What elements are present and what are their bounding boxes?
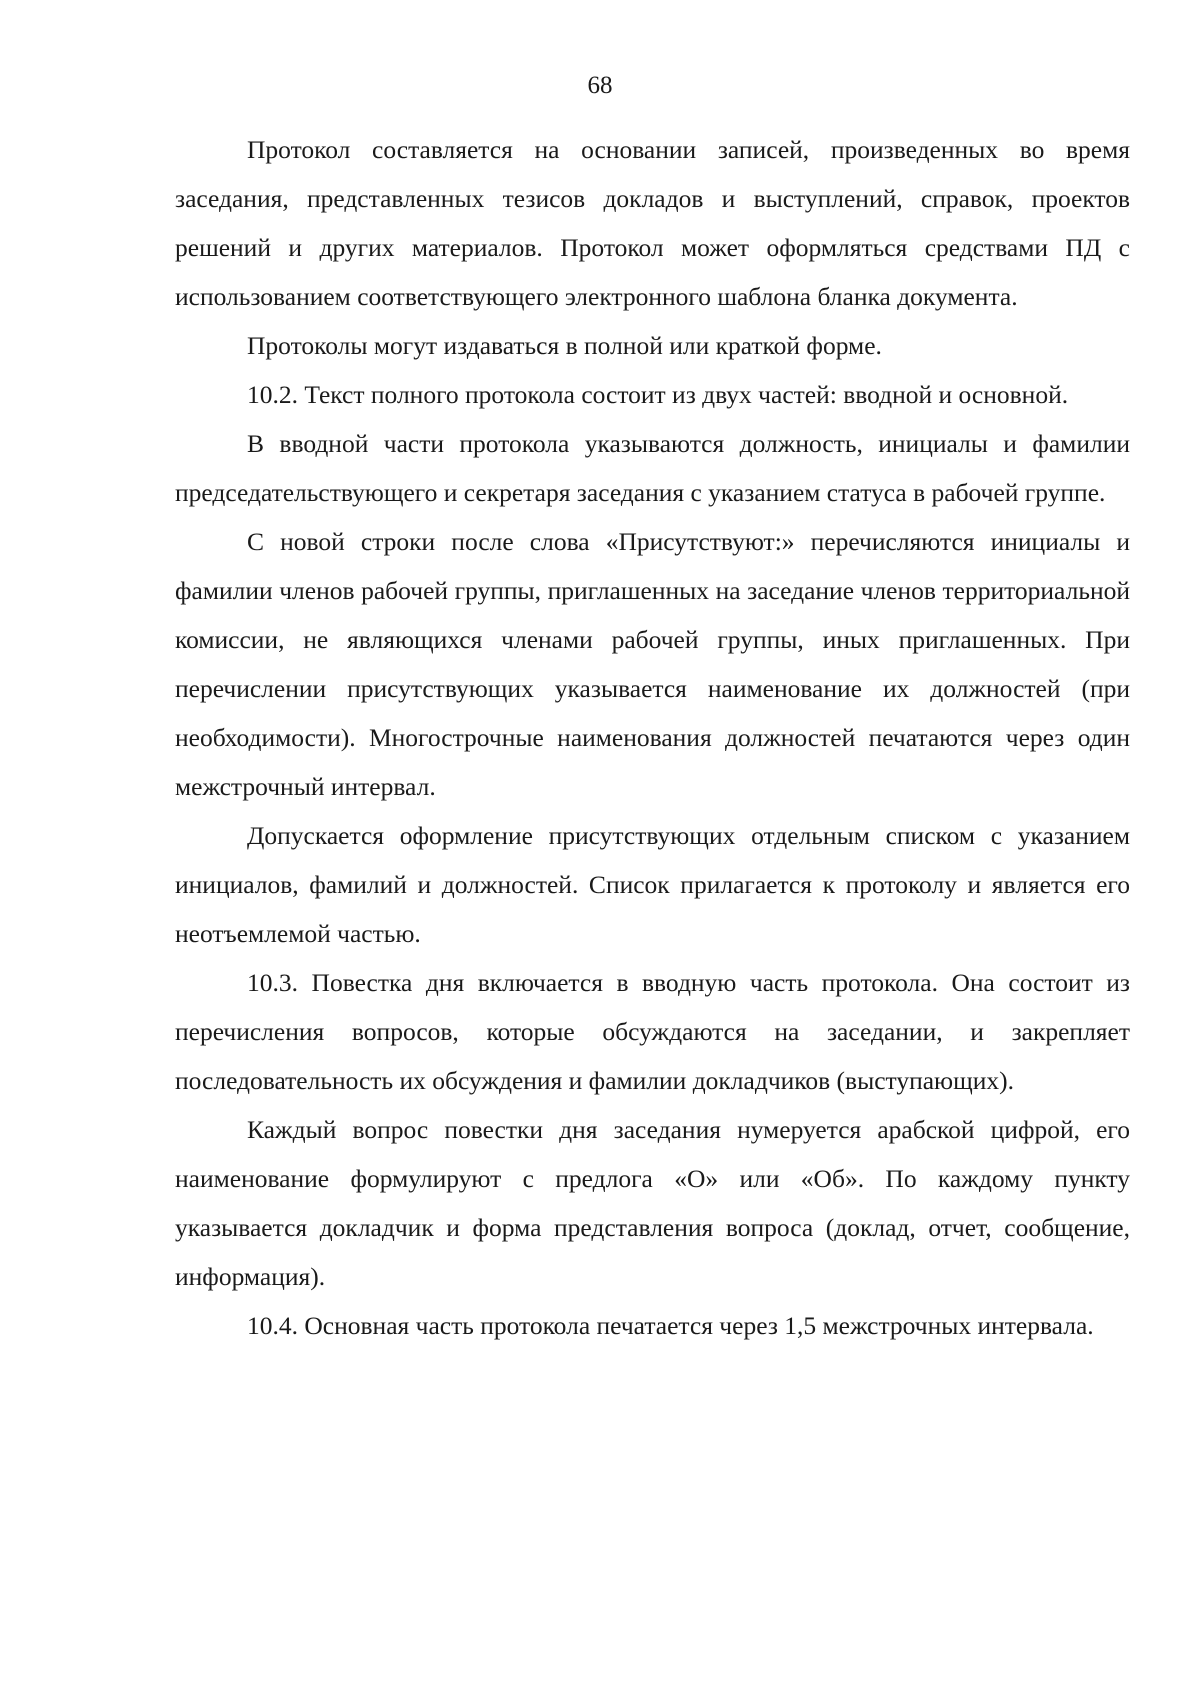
- paragraph-agenda-items: Каждый вопрос повестки дня заседания нумеруется арабской цифрой, его наименование формулируют с предлога «О» или «Об». По каждому пункту указывается докладчик и форма представления вопроса (доклад, отчет, сообщение, информация).: [175, 1115, 1130, 1291]
- paragraph-attendees-list: Допускается оформление присутствующих отдельным списком с указанием инициалов, фамилий и должностей. Список прилагается к протоколу и является его неотъемлемой частью.: [175, 821, 1130, 948]
- paragraph-10-3-agenda: 10.3. Повестка дня включается в вводную часть протокола. Она состоит из перечисления вопросов, которые обсуждаются на заседании, и закрепляет последовательность их обсуждения и фамилии докладчиков (выступающих).: [175, 968, 1130, 1095]
- paragraph-protocol-forms: Протоколы могут издаваться в полной или краткой форме.: [247, 331, 882, 360]
- page-number: 68: [587, 72, 613, 99]
- paragraph-protocol-basis: Протокол составляется на основании записей, произведенных во время заседания, представленных тезисов докладов и выступлений, справок, проектов решений и других материалов. Протокол может оформляться средствами ПД с использованием соответствующего электронного шаблона бланка документа.: [175, 135, 1130, 311]
- paragraph-introductory-part: В вводной части протокола указываются должность, инициалы и фамилии председательствующего и секретаря заседания с указанием статуса в рабочей группе.: [175, 429, 1130, 507]
- paragraph-10-2-full-protocol: 10.2. Текст полного протокола состоит из двух частей: вводной и основной.: [247, 380, 1069, 409]
- document-body: [175, 125, 1130, 1350]
- paragraph-attendees: С новой строки после слова «Присутствуют:» перечисляются инициалы и фамилии членов рабочей группы, приглашенных на заседание членов территориальной комиссии, не являющихся членами рабочей группы, иных приглашенных. При перечислении присутствующих указывается наименование их должностей (при необходимости). Многострочные наименования должностей печатаются через один межстрочный интервал.: [175, 527, 1130, 801]
- paragraph-10-4-main-part: 10.4. Основная часть протокола печатается через 1,5 межстрочных интервала.: [247, 1311, 1094, 1340]
